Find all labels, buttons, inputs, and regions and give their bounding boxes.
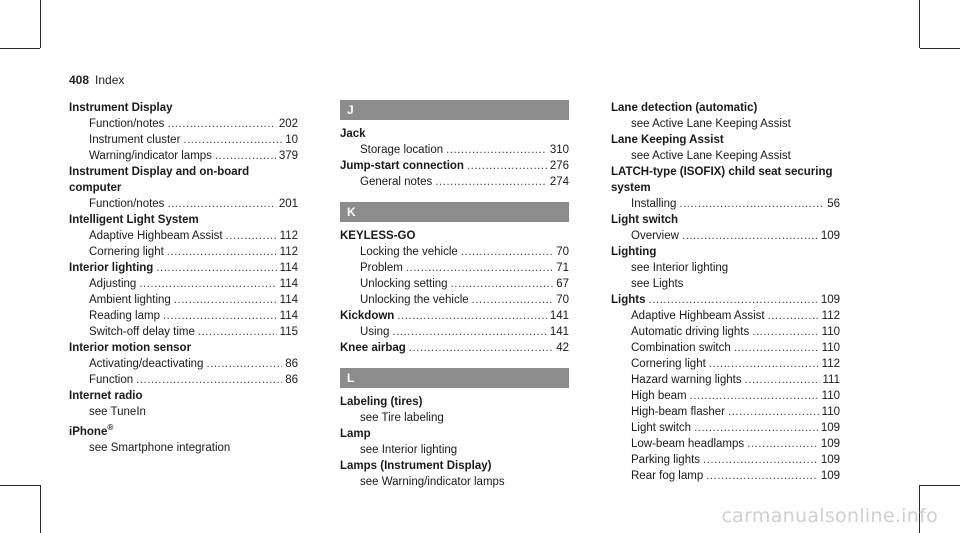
- sub-entry-label: Low-beam headlamps: [631, 438, 745, 450]
- sub-entry-label: Storage location: [360, 144, 444, 156]
- entry-heading: KEYLESS-GO: [340, 230, 416, 242]
- index-entry: [340, 126, 569, 158]
- index-entry: [611, 132, 840, 164]
- entry-heading: Lighting: [611, 246, 657, 258]
- entry-heading-block: [69, 164, 298, 196]
- entry-heading-block: [69, 340, 298, 356]
- page-reference: 112: [279, 230, 298, 242]
- page-reference: 110: [821, 406, 840, 418]
- page-reference: 109: [820, 294, 840, 306]
- sub-entry-label: Unlocking the vehicle: [360, 294, 469, 306]
- leader-dots: [435, 174, 547, 190]
- index-entry: [340, 308, 569, 340]
- leader-dots: [690, 388, 819, 404]
- page-reference: 114: [279, 294, 298, 306]
- index-row[interactable]: [69, 148, 298, 164]
- leader-dots: [747, 436, 818, 452]
- page-reference: 71: [556, 262, 569, 274]
- page-reference: 67: [556, 278, 569, 290]
- index-row[interactable]: [340, 244, 569, 260]
- leader-dots: [156, 260, 276, 276]
- page-reference: 110: [821, 342, 840, 354]
- index-row[interactable]: [69, 260, 298, 276]
- index-entry: [69, 212, 298, 260]
- index-entry: [340, 394, 569, 426]
- page-reference: 276: [549, 160, 569, 172]
- page-reference: 109: [820, 470, 840, 482]
- spacer: [340, 356, 569, 368]
- cross-reference[interactable]: see Warning/indicator lamps: [360, 476, 505, 488]
- leader-dots: [472, 292, 554, 308]
- page-reference: 86: [285, 374, 298, 386]
- index-entry: [611, 212, 840, 244]
- spacer: [340, 190, 569, 202]
- leader-dots: [768, 308, 819, 324]
- leader-dots: [728, 404, 819, 420]
- index-row[interactable]: [611, 436, 840, 452]
- page-reference: 109: [820, 438, 840, 450]
- sub-entry-label: High-beam flasher: [631, 406, 725, 418]
- leader-dots: [136, 372, 282, 388]
- index-row[interactable]: [611, 452, 840, 468]
- index-entry: [611, 244, 840, 292]
- entry-heading: Interior motion sensor: [69, 342, 192, 354]
- entry-heading: Lamps (Instrument Display): [340, 460, 492, 472]
- sub-entry-label: Adaptive Highbeam Assist: [89, 230, 223, 242]
- index-row[interactable]: [611, 356, 840, 372]
- index-row[interactable]: [340, 292, 569, 308]
- entry-heading: iPhone: [69, 425, 108, 438]
- index-row[interactable]: [69, 308, 298, 324]
- page-reference: 141: [549, 326, 569, 338]
- entry-heading-block: [611, 164, 840, 196]
- index-row[interactable]: [69, 132, 298, 148]
- sub-entry-label: Using: [360, 326, 390, 338]
- section-letter: K: [340, 202, 569, 222]
- index-row[interactable]: [611, 292, 840, 308]
- sub-entry-label: Activating/deactivating: [89, 358, 204, 370]
- sub-entry-label: Instrument cluster: [89, 134, 181, 146]
- page-reference: 56: [827, 198, 840, 210]
- sub-entry-label: Reading lamp: [89, 310, 160, 322]
- index-row[interactable]: [69, 196, 298, 212]
- entry-heading-block: [611, 100, 840, 116]
- sub-entry-label: General notes: [360, 176, 433, 188]
- leader-dots: [446, 142, 547, 158]
- leader-dots: [163, 308, 277, 324]
- leader-dots: [706, 468, 818, 484]
- page-number: 408: [69, 73, 90, 87]
- leader-dots: [206, 356, 282, 372]
- section-letter: J: [340, 100, 569, 120]
- entry-heading-block: [69, 388, 298, 404]
- index-row[interactable]: [69, 324, 298, 340]
- page-reference: 110: [821, 390, 840, 402]
- entry-heading-block: [69, 420, 298, 440]
- page-reference: 70: [556, 246, 569, 258]
- cross-reference[interactable]: see Lights: [631, 278, 684, 290]
- crop-mark: [0, 485, 40, 486]
- entry-heading-block: [69, 212, 298, 228]
- sub-entry-label: Overview: [631, 230, 679, 242]
- entry-heading: Knee airbag: [340, 342, 406, 354]
- cross-reference[interactable]: see Smartphone integration: [89, 441, 231, 454]
- leader-dots: [709, 356, 819, 372]
- index-row[interactable]: [340, 276, 569, 292]
- index-row[interactable]: [69, 244, 298, 260]
- index-row[interactable]: [340, 158, 569, 174]
- leader-dots: [694, 420, 818, 436]
- sub-entry-label: Warning/indicator lamps: [89, 150, 212, 162]
- leader-dots: [392, 324, 546, 340]
- page-reference: 114: [279, 310, 298, 322]
- index-row[interactable]: [340, 142, 569, 158]
- page-reference: 10: [285, 134, 298, 146]
- page-reference: 112: [821, 358, 840, 370]
- cross-reference[interactable]: see Active Lane Keeping Assist: [631, 150, 791, 162]
- entry-heading-block: [611, 212, 840, 228]
- leader-dots: [183, 132, 282, 148]
- index-row[interactable]: [69, 228, 298, 244]
- index-entry: [611, 292, 840, 484]
- leader-dots: [649, 292, 818, 308]
- leader-dots: [461, 244, 553, 260]
- entry-heading-block: [340, 228, 569, 244]
- registered-mark: ®: [107, 423, 114, 432]
- index-entry: [69, 164, 298, 212]
- cross-reference[interactable]: see TuneIn: [89, 406, 146, 418]
- page-reference: 114: [279, 262, 298, 274]
- index-row[interactable]: [611, 340, 840, 356]
- index-entry: [340, 228, 569, 308]
- leader-dots: [734, 340, 819, 356]
- leader-dots: [167, 196, 275, 212]
- entry-heading: Kickdown: [340, 310, 395, 322]
- entry-heading: Intelligent Light System: [69, 214, 199, 226]
- index-column-3: [611, 100, 840, 484]
- sub-entry-label: Function: [89, 374, 134, 386]
- index-row[interactable]: [69, 372, 298, 388]
- index-row[interactable]: [611, 372, 840, 388]
- crop-mark: [0, 48, 40, 49]
- cross-reference[interactable]: see Interior lighting: [631, 262, 729, 274]
- index-entry: [69, 388, 298, 420]
- sub-entry-label: Adjusting: [89, 278, 137, 290]
- leader-dots: [167, 244, 277, 260]
- index-row[interactable]: [69, 276, 298, 292]
- index-row[interactable]: [611, 308, 840, 324]
- entry-heading: Lights: [611, 294, 646, 306]
- sub-entry-label: Problem: [360, 262, 403, 274]
- page-reference: 70: [556, 294, 569, 306]
- page-reference: 42: [556, 342, 569, 354]
- leader-dots: [139, 276, 276, 292]
- page-reference: 109: [820, 422, 840, 434]
- index-row[interactable]: [340, 260, 569, 276]
- page-reference: 201: [278, 198, 298, 210]
- leader-dots: [226, 228, 277, 244]
- page-reference: 114: [279, 278, 298, 290]
- index-row[interactable]: [611, 324, 840, 340]
- page-reference: 274: [549, 176, 569, 188]
- index-row[interactable]: [611, 196, 840, 212]
- index-entry: [340, 426, 569, 458]
- sub-entry-label: Light switch: [631, 422, 692, 434]
- index-entry: [340, 340, 569, 356]
- index-row[interactable]: [69, 116, 298, 132]
- entry-heading-block: [340, 458, 569, 474]
- entry-heading-block: [340, 426, 569, 442]
- sub-entry-label: Function/notes: [89, 118, 165, 130]
- page-reference: 202: [278, 118, 298, 130]
- index-entry: [340, 458, 569, 490]
- leader-dots: [682, 228, 818, 244]
- index-row[interactable]: [340, 308, 569, 324]
- cross-reference[interactable]: see Active Lane Keeping Assist: [631, 118, 791, 130]
- entry-heading-block: [69, 100, 298, 116]
- sub-entry-label: Locking the vehicle: [360, 246, 458, 258]
- sub-entry-label: Parking lights: [631, 454, 701, 466]
- entry-heading: Jump-start connection: [340, 160, 464, 172]
- sub-entry-label: Hazard warning lights: [631, 374, 742, 386]
- sub-entry-label: Automatic driving lights: [631, 326, 750, 338]
- index-row[interactable]: [340, 174, 569, 190]
- index-entry: [69, 100, 298, 164]
- watermark: carmanualsonline.info: [721, 505, 938, 527]
- entry-heading: Light switch: [611, 214, 679, 226]
- entry-heading: LATCH-type (ISOFIX) child seat securing system: [611, 166, 833, 194]
- page-reference: 86: [285, 358, 298, 370]
- index-entry: [69, 260, 298, 340]
- leader-dots: [167, 116, 275, 132]
- entry-heading: Internet radio: [69, 390, 143, 402]
- sub-entry-label: Adaptive Highbeam Assist: [631, 310, 765, 322]
- leader-dots: [397, 308, 547, 324]
- entry-heading: Labeling (tires): [340, 396, 423, 408]
- index-row[interactable]: [69, 292, 298, 308]
- leader-dots: [451, 276, 554, 292]
- page-reference: 109: [820, 454, 840, 466]
- entry-heading: Lane Keeping Assist: [611, 134, 724, 146]
- page-reference: 141: [549, 310, 569, 322]
- entry-heading: Lane detection (automatic): [611, 102, 758, 114]
- sub-entry-label: Rear fog lamp: [631, 470, 704, 482]
- entry-heading: Instrument Display and on-board computer: [69, 166, 250, 194]
- entry-heading: Interior lighting: [69, 262, 154, 274]
- page-reference: 310: [549, 144, 569, 156]
- leader-dots: [409, 340, 553, 356]
- section-title: Index: [95, 73, 125, 87]
- page-reference: 110: [821, 326, 840, 338]
- page-reference: 109: [820, 230, 840, 242]
- crop-mark: [919, 0, 920, 48]
- leader-dots: [679, 196, 824, 212]
- leader-dots: [198, 324, 277, 340]
- index-row[interactable]: [340, 324, 569, 340]
- section-letter: L: [340, 368, 569, 388]
- leader-dots: [703, 452, 818, 468]
- index-entry: [611, 100, 840, 132]
- sub-entry-label: Installing: [631, 198, 677, 210]
- crop-mark: [40, 485, 41, 533]
- crop-mark: [40, 0, 41, 48]
- index-row[interactable]: [611, 388, 840, 404]
- index-entry: [69, 340, 298, 388]
- sub-entry-label: Function/notes: [89, 198, 165, 210]
- sub-entry-label: High beam: [631, 390, 687, 402]
- index-row[interactable]: [611, 468, 840, 484]
- sub-entry-label: Cornering light: [631, 358, 706, 370]
- index-row[interactable]: [340, 340, 569, 356]
- leader-dots: [174, 292, 277, 308]
- sub-entry-label: Unlocking setting: [360, 278, 448, 290]
- index-row[interactable]: [611, 228, 840, 244]
- entry-heading: Lamp: [340, 428, 371, 440]
- entry-heading-block: [611, 132, 840, 148]
- sub-entry-label: Ambient lighting: [89, 294, 171, 306]
- crop-mark: [920, 48, 960, 49]
- entry-heading-block: [611, 244, 840, 260]
- page-reference: 112: [279, 246, 298, 258]
- sub-entry-label: Combination switch: [631, 342, 731, 354]
- leader-dots: [467, 158, 547, 174]
- page-header: [69, 73, 124, 87]
- cross-reference[interactable]: see Interior lighting: [360, 444, 458, 456]
- sub-entry-label: Switch-off delay time: [89, 326, 195, 338]
- leader-dots: [745, 372, 820, 388]
- index-entry: [340, 158, 569, 190]
- index-entry: [611, 164, 840, 212]
- sub-entry-label: Cornering light: [89, 246, 164, 258]
- entry-heading: Jack: [340, 128, 366, 140]
- entry-heading-block: [340, 126, 569, 142]
- leader-dots: [215, 148, 276, 164]
- page-reference: 112: [821, 310, 840, 322]
- crop-mark: [920, 485, 960, 486]
- entry-heading: Instrument Display: [69, 102, 173, 114]
- index-row[interactable]: [611, 420, 840, 436]
- index-column-2: [340, 100, 569, 490]
- leader-dots: [406, 260, 553, 276]
- page-reference: 111: [822, 374, 840, 386]
- leader-dots: [752, 324, 818, 340]
- page-reference: 379: [278, 150, 298, 162]
- index-row[interactable]: [611, 404, 840, 420]
- index-column-1: [69, 100, 298, 456]
- page-reference: 115: [279, 326, 298, 338]
- index-row[interactable]: [69, 356, 298, 372]
- entry-heading-block: [340, 394, 569, 410]
- cross-reference[interactable]: see Tire labeling: [360, 412, 444, 424]
- index-entry: [69, 420, 298, 456]
